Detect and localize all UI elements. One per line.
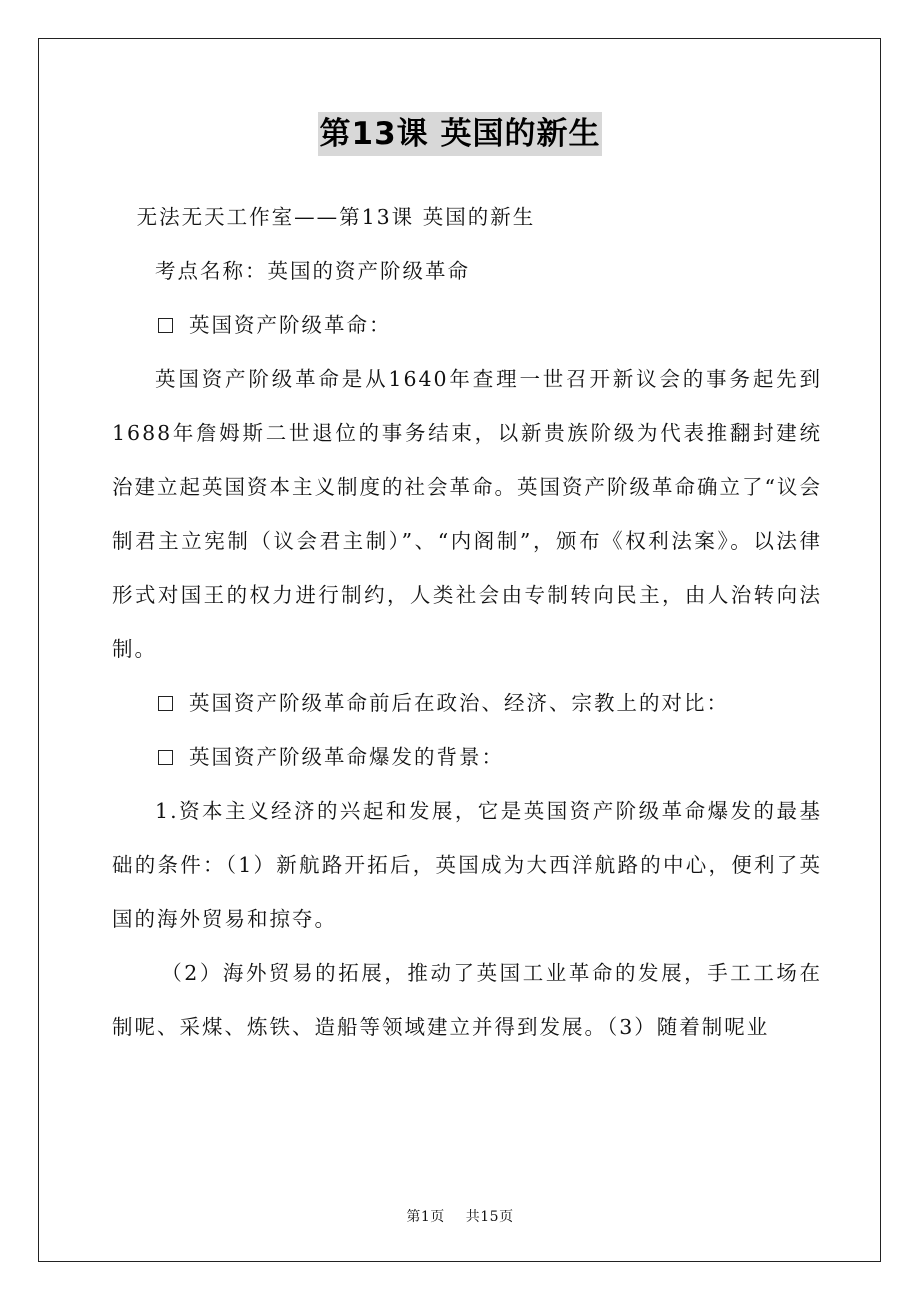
- bullet-item-revolution: [112, 298, 822, 352]
- bullet-text: 英国资产阶级革命爆发的背景：: [189, 745, 504, 769]
- bullet-item-background: [112, 730, 822, 784]
- checkbox-icon: [158, 696, 173, 711]
- checkbox-icon: [158, 750, 173, 765]
- paragraph-economy: 1.资本主义经济的兴起和发展，它是英国资产阶级革命爆发的最基础的条件：（1）新航路开拓后，英国成为大西洋航路的中心，便利了英国的海外贸易和掠夺。: [112, 799, 822, 931]
- bullet-text: 英国资产阶级革命前后在政治、经济、宗教上的对比：: [189, 691, 729, 715]
- page-footer: [0, 1206, 920, 1226]
- paragraph-revolution-description: 英国资产阶级革命是从1640年查理一世召开新议会的事务起先到1688年詹姆斯二世退位的事务结束，以新贵族阶级为代表推翻封建统治建立起英国资本主义制度的社会革命。英国资产阶级革命确立了“议会制君主立宪制（议会君主制）”、“内阁制”，颁布《权利法案》。以法律形式对国王的权力进行制约，人类社会由专制转向民主，由人治转向法制。: [112, 367, 822, 661]
- page-total: 共15页: [465, 1209, 514, 1225]
- paragraph-trade: （2）海外贸易的拓展，推动了英国工业革命的发展，手工工场在制呢、采煤、炼铁、造船等领域建立并得到发展。（3）随着制呢业: [112, 961, 822, 1039]
- checkbox-icon: [158, 318, 173, 333]
- document-body: [112, 190, 822, 1054]
- bullet-text: 英国资产阶级革命：: [189, 313, 392, 337]
- title-container: [0, 112, 920, 156]
- document-title: 第13课 英国的新生: [318, 112, 603, 156]
- paragraph-source: 无法无天工作室——第13课 英国的新生: [136, 205, 536, 229]
- paragraph-topic: 考点名称：英国的资产阶级革命: [155, 259, 471, 283]
- page-number: 第1页: [406, 1209, 445, 1225]
- bullet-item-comparison: [112, 676, 822, 730]
